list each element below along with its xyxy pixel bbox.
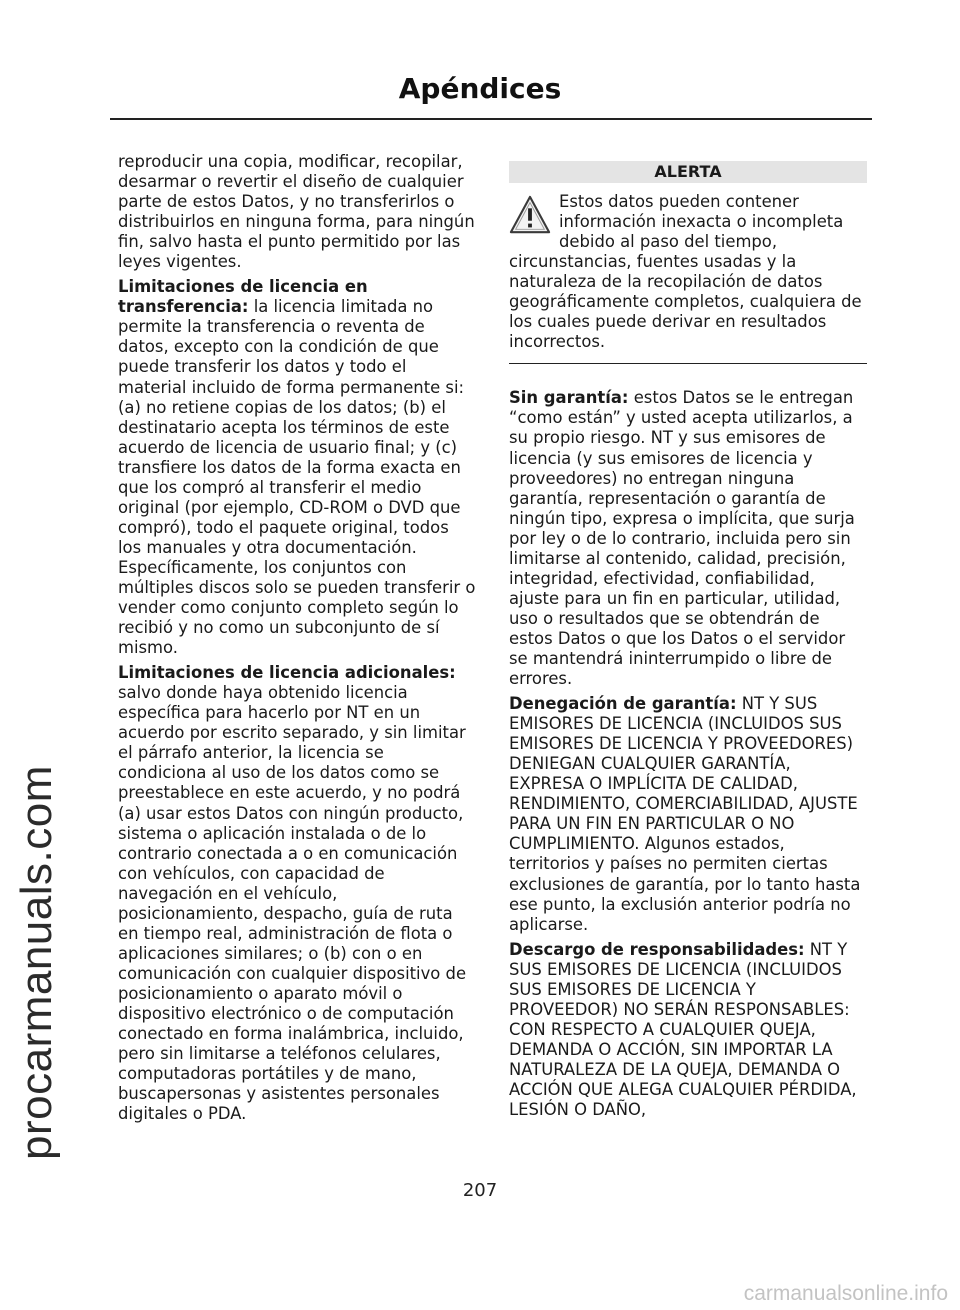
- transfer-limits-text: la licencia limitada no permite la transferencia o reventa de datos, excepto con la condición de que puede transferir los datos y todo el material incluido de forma permanente si: (a) no retiene copias de los datos; (b) el destinatario acepta los términos de este acuerdo de licencia de usuario final; y (c) transfiere los datos de la forma exacta en que los compró al transferir el medio original (por ejemplo, CD-ROM o DVD que compró), todo el paquete original, todos los manuales y otra documentación. Específicamente, los conjuntos con múltiples discos solo se pueden transferir o vender como conjunto completo según lo recibió y no como un subconjunto de sí mismo.: [118, 297, 476, 658]
- disclaimer-label: Descargo de responsabilidades:: [509, 939, 805, 959]
- left-paragraph-1: reproducir una copia, modificar, recopilar, desarmar o revertir el diseño de cualquier parte de estos Datos, y no transferirlos o distribuirlos en ninguna forma, para ningún fin, salvo hasta el punto permitido por las leyes vigentes.: [118, 152, 475, 272]
- footer-watermark: carmanualsonline.info: [743, 1282, 948, 1305]
- alert-body: [509, 192, 867, 352]
- left-paragraph-3: [118, 663, 476, 1124]
- transfer-limits-label: Limitaciones de licencia en transferencia:: [118, 277, 368, 317]
- no-warranty-label: Sin garantía:: [509, 388, 629, 408]
- alert-header: ALERTA: [509, 161, 867, 183]
- left-column: [118, 152, 476, 1129]
- page-number: 207: [462, 1180, 498, 1201]
- warranty-denial-text: NT Y SUS EMISORES DE LICENCIA (INCLUIDOS SUS EMISORES DE LICENCIA Y PROVEEDORES) DENIEGAN CUALQUIER GARANTÍA, EXPRESA O IMPLÍCITA DE CALIDAD, RENDIMIENTO, COMERCIABILIDAD, AJUSTE PARA UN FIN EN PARTICULAR O NO CUMPLIMIENTO. Algunos estados, territorios y países no permiten ciertas exclusiones de garantía, por lo tanto hasta ese punto, la exclusión anterior podría no aplicarse.: [509, 694, 861, 934]
- alert-text: Estos datos pueden contener información inexacta o incompleta debido al paso del tiempo, circunstancias, fuentes usadas y la naturaleza de la recopilación de datos geográficamente completos, cualquiera de los cuales puede derivar en resultados incorrectos.: [509, 192, 862, 352]
- right-paragraph-2: [509, 694, 867, 935]
- title-rule: [110, 118, 872, 120]
- page-title: Apéndices: [398, 72, 562, 105]
- right-paragraph-1: [509, 388, 867, 689]
- right-column: [509, 152, 867, 1125]
- left-paragraph-2: [118, 277, 476, 658]
- disclaimer-text: NT Y SUS EMISORES DE LICENCIA (INCLUIDOS SUS EMISORES DE LICENCIA Y PROVEEDOR) NO SERÁN RESPONSABLES: CON RESPECTO A CUALQUIER QUEJA, DEMANDA O ACCIÓN, SIN IMPORTAR LA NATURALEZA DE LA QUEJA, DEMANDA O ACCIÓN QUE ALEGA CUALQUIER PÉRDIDA, LESIÓN O DAÑO,: [509, 939, 857, 1120]
- right-paragraph-3: [509, 940, 867, 1120]
- side-watermark: procarmanuals.com: [12, 765, 61, 1160]
- additional-limits-label: Limitaciones de licencia adicionales:: [118, 663, 456, 683]
- warning-triangle-icon: [509, 194, 551, 236]
- alert-divider: [509, 363, 867, 364]
- additional-limits-text: salvo donde haya obtenido licencia específica para hacerlo por NT en un acuerdo por escrito separado, y sin limitar el párrafo anterior, la licencia se condiciona al uso de los datos como se preestablece en este acuerdo, y no podrá (a) usar estos Datos con ningún producto, sistema o aplicación instalada o de lo contrario conectada a o en comunicación con vehículos, con capacidad de navegación en el vehículo, posicionamiento, despacho, guía de ruta en tiempo real, administración de flota o aplicaciones similares; o (b) con o en comunicación con cualquier dispositivo de posicionamiento o aparato móvil o dispositivo electrónico o de computación conectado en forma inalámbrica, incluido, pero sin limitarse a teléfonos celulares, computadoras portátiles y de mano, buscapersonas y asistentes personales digitales o PDA.: [118, 683, 467, 1124]
- warranty-denial-label: Denegación de garantía:: [509, 694, 737, 714]
- no-warranty-text: estos Datos se le entregan “como están” y usted acepta utilizarlos, a su propio riesgo. NT y sus emisores de licencia (y sus emisores de licencia y proveedores) no entregan ninguna garantía, representación o garantía de ningún tipo, expresa o implícita, que surja por ley o de lo contrario, incluida pero sin limitarse al contenido, calidad, precisión, integridad, efectividad, confiabilidad, ajuste para un fin en particular, utilidad, uso o resultados que se obtendrán de estos Datos o que los Datos o el servidor se mantendrá ininterrumpido o libre de errores.: [509, 388, 855, 689]
